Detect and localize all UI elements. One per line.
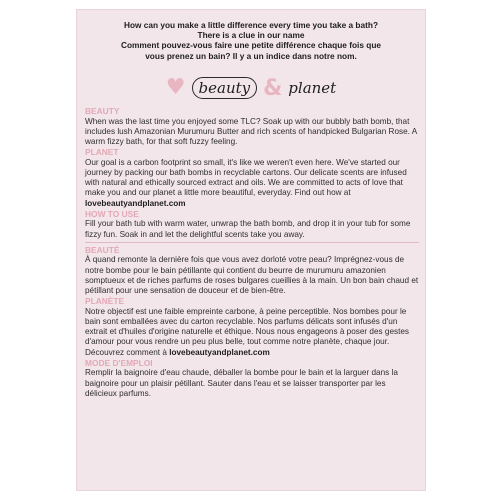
heading-planet-fr: PLANÈTE [85,296,125,307]
brand-word-planet: planet [288,79,337,97]
heading-mode-emploi: MODE D'EMPLOI [85,357,153,368]
brand-word-beauty: beauty [192,77,258,99]
heading-beauty-fr: BEAUTÉ [85,244,120,255]
intro-line-en-1: How can you make a little difference every time you take a bath? [123,20,379,30]
planet-text-en: Our goal is a carbon footprint so small, it's like we weren't even here. We've started our journey by packing our bath bombs in recyclable cartons. Our delicate scents are infused with natural and ethically sourced extract and oils. We are committed to acts of love that make you and our planet a little more beautiful, everyday. Find out how at [85,157,407,198]
paragraph-how-to-use: Fill your bath tub with warm water, unwrap the bath bomb, and drop it in your tub for some fizzy fun. Soak in and let the delightful scents take you away. [85,219,411,239]
heading-how-to-use: HOW TO USE [85,208,139,219]
intro-line-fr-2: vous prenez un bain? Il y a un indice dans notre nom. [145,50,357,61]
heart-icon: ♥ [165,75,186,100]
heading-planet-en: PLANET [85,147,119,158]
brand-ampersand: & [263,75,283,101]
website-link-en: lovebeautyandplanet.com [85,198,186,208]
website-link-fr: lovebeautyandplanet.com [169,347,270,357]
paragraph-planet-en [85,158,419,209]
paragraph-mode-emploi: Remplir la baignoire d'eau chaude, déballer la bombe pour le bain et la larguer dans la baignoire pour un plaisir pétillant. Sauter dans l'eau et se laisser transporter par les délicieux parfums. [85,368,398,398]
intro-line-en-2: There is a clue in our name [197,30,305,41]
brand-logo [77,74,425,102]
text-body [85,106,419,399]
packaging-back-panel [77,10,425,490]
paragraph-beauty-fr: À quand remonte la dernière fois que vous avez dorloté votre peau? Imprégnez-vous de notre bombe pour le bain pétillante qui contient du beurre de murumuru amazonien somptueux et de riches parfums de roses bulgares cueillies à la main. Un bon bain chaud et pétillant pour une sensation de douceur et de bien-être. [85,255,419,296]
planet-text-fr: Notre objectif est une faible empreinte carbone, à peine perceptible. Nos bombes pour le bain sont emballées avec du carton recyclable. Nos parfums délicats sont infusés d'un extrait et d'huiles d'origine naturelle et éthique. Nous nous engageons à poser des gestes d'amour pour vous rendre un peu plus belle, tout comme notre planète, chaque jour. Découvrez comment à [85,306,410,357]
divider [85,242,419,243]
paragraph-beauty-en: When was the last time you enjoyed some TLC? Soak up with our bubbly bath bomb, that includes lush Amazonian Murumuru Butter and rich scents of handpicked Bulgarian Rose. A warm fizzy bath, for that soft fuzzy feeling. [85,116,417,146]
heading-beauty-en: BEAUTY [85,106,120,116]
paragraph-planet-fr [85,307,419,358]
intro-question [77,20,425,61]
intro-line-fr-1: Comment pouvez-vous faire une petite différence chaque fois que [120,40,381,51]
